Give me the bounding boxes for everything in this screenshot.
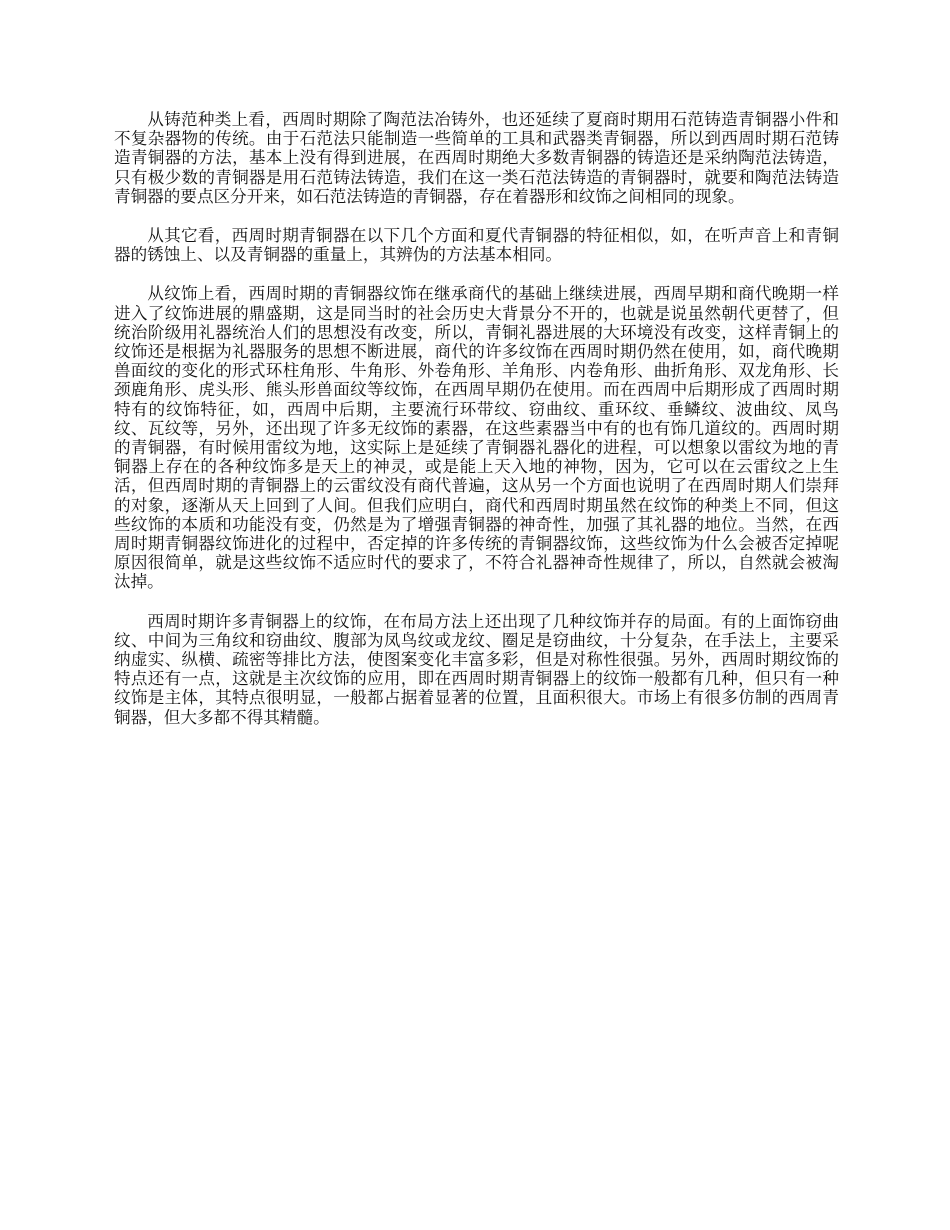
paragraph-other-features: 从其它看，西周时期青铜器在以下几个方面和夏代青铜器的特征相似，如，在听声音上和青铜器的锈蚀上、以及青铜器的重量上，其辨伪的方法基本相同。 (114, 226, 839, 265)
paragraph-layout-methods: 西周时期许多青铜器上的纹饰，在布局方法上还出现了几种纹饰并存的局面。有的上面饰窃曲纹、中间为三角纹和窃曲纹、腹部为凤鸟纹或龙纹、圈足是窃曲纹，十分复杂，在手法上，主要采纳虚实、纵横、疏密等排比方法，使图案变化丰富多彩，但是对称性很强。另外，西周时期纹饰的特点还有一点，这就是主次纹饰的应用，即在西周时期青铜器上的纹饰一般都有几种，但只有一种纹饰是主体，其特点很明显，一般都占据着显著的位置，且面积很大。市场上有很多仿制的西周青铜器，但大多都不得其精髓。 (114, 611, 839, 727)
document-page (114, 110, 839, 747)
paragraph-casting-molds: 从铸范种类上看，西周时期除了陶范法冶铸外，也还延续了夏商时期用石范铸造青铜器小件和不复杂器物的传统。由于石范法只能制造一些简单的工具和武器类青铜器，所以到西周时期石范铸造青铜器的方法，基本上没有得到进展，在西周时期绝大多数青铜器的铸造还是采纳陶范法铸造，只有极少数的青铜器是用石范铸法铸造，我们在这一类石范法铸造的青铜器时，就要和陶范法铸造青铜器的要点区分开来，如石范法铸造的青铜器，存在着器形和纹饰之间相同的现象。 (114, 110, 839, 206)
paragraph-decoration: 从纹饰上看，西周时期的青铜器纹饰在继承商代的基础上继续进展，西周早期和商代晚期一样进入了纹饰进展的鼎盛期，这是同当时的社会历史大背景分不开的，也就是说虽然朝代更替了，但统治阶级用礼器统治人们的思想没有改变，所以，青铜礼器进展的大环境没有改变，这样青铜上的纹饰还是根据为礼器服务的思想不断进展，商代的许多纹饰在西周时期仍然在使用，如，商代晚期兽面纹的变化的形式环柱角形、牛角形、外卷角形、羊角形、内卷角形、曲折角形、双龙角形、长颈鹿角形、虎头形、熊头形兽面纹等纹饰，在西周早期仍在使用。而在西周中后期形成了西周时期特有的纹饰特征，如，西周中后期，主要流行环带纹、窃曲纹、重环纹、垂鳞纹、波曲纹、凤鸟纹、瓦纹等，另外，还出现了许多无纹饰的素器，在这些素器当中有的也有饰几道纹的。西周时期的青铜器，有时候用雷纹为地，这实际上是延续了青铜器礼器化的进程，可以想象以雷纹为地的青铜器上存在的各种纹饰多是天上的神灵，或是能上天入地的神物，因为，它可以在云雷纹之上生活，但西周时期的青铜器上的云雷纹没有商代普遍，这从另一个方面也说明了在西周时期人们崇拜的对象，逐渐从天上回到了人间。但我们应明白，商代和西周时期虽然在纹饰的种类上不同，但这些纹饰的本质和功能没有变，仍然是为了增强青铜器的神奇性，加强了其礼器的地位。当然，在西周时期青铜器纹饰进化的过程中，否定掉的许多传统的青铜器纹饰，这些纹饰为什么会被否定掉呢原因很简单，就是这些纹饰不适应时代的要求了，不符合礼器神奇性规律了，所以，自然就会被淘汰掉。 (114, 284, 839, 592)
